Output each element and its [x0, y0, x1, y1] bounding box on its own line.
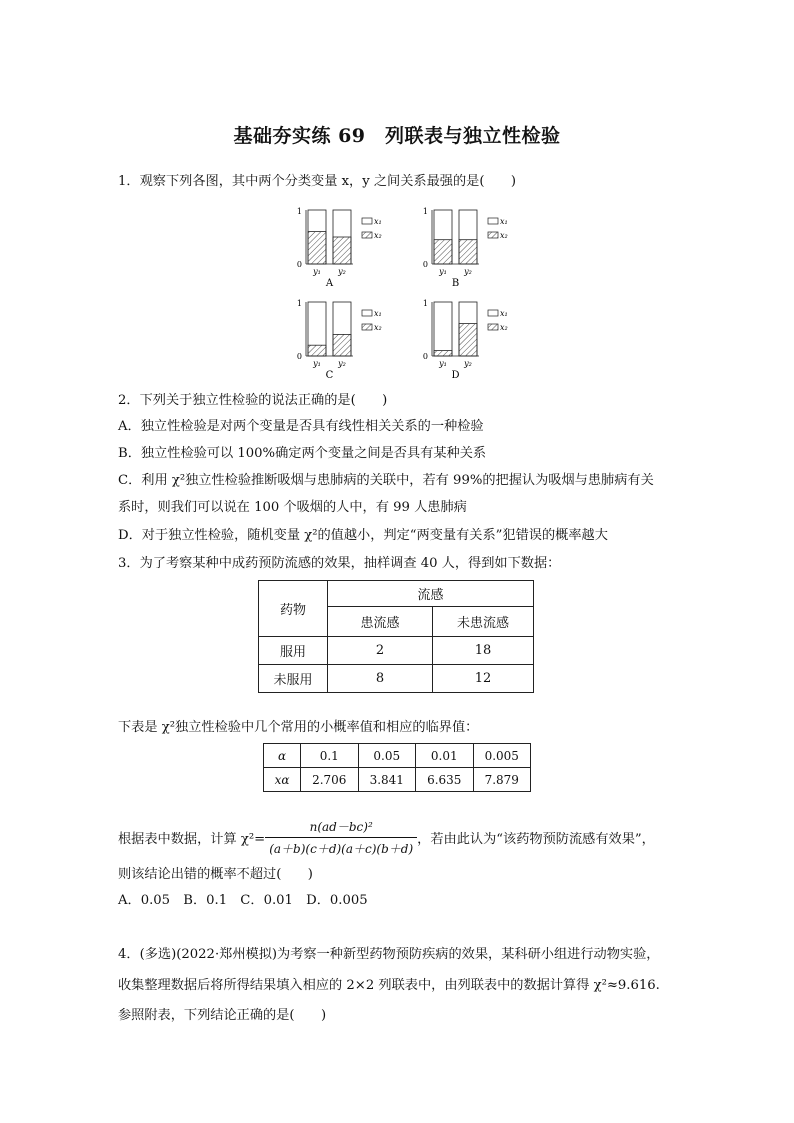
x-tick-label: y₂ — [338, 359, 346, 368]
bar-chart-svg — [412, 204, 524, 290]
alpha-cell: 0.1 — [301, 744, 359, 768]
chart-label: A — [325, 278, 334, 289]
table-row-label: 未服用 — [259, 665, 328, 693]
q3-options: A．0.05 B．0.1 C．0.01 D．0.005 — [118, 893, 368, 908]
chart-a — [286, 204, 398, 290]
legend-label: x₁ — [374, 217, 382, 226]
axis-tick-label: 1 — [422, 207, 428, 216]
bar-chart-svg — [412, 296, 524, 382]
axis-tick-label: 1 — [296, 299, 302, 308]
critical-cell: 6.635 — [416, 768, 474, 792]
q2-option-d: D．对于独立性检验，随机变量 χ²的值越小，判定“两变量有关系”犯错误的概率越大 — [118, 528, 608, 543]
chart-label: D — [451, 370, 460, 381]
axis-tick-label: 0 — [422, 260, 428, 269]
q4-line1: 4．(多选)(2022·郑州模拟)为考察一种新型药物预防疾病的效果，某科研小组进行动物实验， — [118, 947, 660, 962]
q2-option-b: B．独立性检验可以 100%确定两个变量之间是否具有某种关系 — [118, 446, 487, 461]
formula-numerator: n(ad－bc)² — [265, 818, 417, 838]
legend-swatch-x1 — [362, 218, 372, 224]
x-tick-label: y₁ — [439, 267, 447, 276]
x-tick-label: y₂ — [338, 267, 346, 276]
bar-x2-segment — [434, 351, 452, 356]
legend-swatch-x2 — [362, 232, 372, 238]
bar-x2-segment — [459, 240, 477, 264]
bar-x1-segment — [434, 302, 452, 356]
table-cell: 12 — [433, 665, 534, 693]
axis-tick-label: 1 — [296, 207, 302, 216]
bar-chart-svg — [286, 204, 398, 290]
q3-intro: 下表是 χ²独立性检验中几个常用的小概率值和相应的临界值： — [118, 720, 479, 735]
alpha-cell: 0.005 — [473, 744, 531, 768]
bar-x2-segment — [333, 237, 351, 264]
table-col-header: 未患流感 — [433, 607, 534, 637]
legend-swatch-x1 — [488, 218, 498, 224]
table-row — [259, 665, 534, 693]
formula-denominator: (a＋b)(c＋d)(a＋c)(b＋d) — [269, 842, 414, 856]
x-alpha-label: xα — [264, 768, 301, 792]
chart-label: B — [451, 278, 460, 289]
axis-tick-label: 0 — [422, 352, 428, 361]
legend-label: x₂ — [374, 323, 382, 332]
x-tick-label: y₁ — [313, 359, 321, 368]
axis-tick-label: 1 — [422, 299, 428, 308]
table-cell: 2 — [328, 637, 433, 665]
q3-question: 则该结论出错的概率不超过( ) — [118, 867, 313, 882]
q2-option-a: A．独立性检验是对两个变量是否具有线性相关关系的一种检验 — [118, 419, 484, 434]
chi-square-formula — [118, 818, 655, 857]
legend-label: x₂ — [500, 231, 508, 240]
legend-label: x₁ — [500, 309, 508, 318]
critical-cell: 7.879 — [473, 768, 531, 792]
alpha-cell: 0.01 — [416, 744, 474, 768]
x-tick-label: y₂ — [464, 359, 472, 368]
legend-swatch-x2 — [488, 324, 498, 330]
legend-swatch-x1 — [488, 310, 498, 316]
bar-x2-segment — [308, 345, 326, 356]
critical-cell: 2.706 — [301, 768, 359, 792]
bar-x2-segment — [459, 324, 477, 356]
legend-swatch-x1 — [362, 310, 372, 316]
formula-suffix: ，若由此认为“该药物预防流感有效果”， — [417, 832, 655, 847]
table-row-label: 服用 — [259, 637, 328, 665]
q3-stem: 3．为了考察某种中成药预防流感的效果，抽样调查 40 人，得到如下数据： — [118, 556, 561, 571]
table-corner: 药物 — [259, 581, 328, 637]
formula-fraction — [265, 818, 417, 857]
q2-stem: 2．下列关于独立性检验的说法正确的是( ) — [118, 393, 388, 408]
axis-tick-label: 0 — [296, 260, 302, 269]
legend-label: x₁ — [374, 309, 382, 318]
formula-prefix: 根据表中数据，计算 χ²= — [118, 832, 266, 847]
q4-line3: 参照附表，下列结论正确的是( ) — [118, 1008, 327, 1023]
page-title: 基础夯实练 69 列联表与独立性检验 — [233, 125, 561, 147]
table-cell: 8 — [328, 665, 433, 693]
table-row — [259, 637, 534, 665]
x-tick-label: y₁ — [313, 267, 321, 276]
legend-label: x₂ — [500, 323, 508, 332]
critical-cell: 3.841 — [358, 768, 416, 792]
x-tick-label: y₂ — [464, 267, 472, 276]
chart-b — [412, 204, 524, 290]
legend-swatch-x2 — [362, 324, 372, 330]
table-cell: 18 — [433, 637, 534, 665]
q2-option-c-line1: C．利用 χ²独立性检验推断吸烟与患肺病的关联中，若有 99%的把握认为吸烟与患肺病有关 — [118, 473, 654, 488]
bar-x2-segment — [308, 232, 326, 264]
q4-line2: 收集整理数据后将所得结果填入相应的 2×2 列联表中，由列联表中的数据计算得 χ²≈9.616. — [118, 978, 660, 993]
bar-chart-svg — [286, 296, 398, 382]
x-tick-label: y₁ — [439, 359, 447, 368]
alpha-cell: 0.05 — [358, 744, 416, 768]
chart-label: C — [325, 370, 334, 381]
legend-label: x₂ — [374, 231, 382, 240]
chart-c — [286, 296, 398, 382]
table-col-header: 患流感 — [328, 607, 433, 637]
bar-x2-segment — [333, 334, 351, 356]
flu-table — [258, 580, 534, 693]
q2-option-c-line2: 系时，则我们可以说在 100 个吸烟的人中，有 99 人患肺病 — [118, 500, 467, 515]
q1-stem: 1．观察下列各图，其中两个分类变量 x，y 之间关系最强的是( ) — [118, 174, 517, 189]
axis-tick-label: 0 — [296, 352, 302, 361]
legend-label: x₁ — [500, 217, 508, 226]
chart-d — [412, 296, 524, 382]
bar-x2-segment — [434, 240, 452, 264]
critical-value-table — [263, 743, 531, 792]
legend-swatch-x2 — [488, 232, 498, 238]
alpha-label: α — [264, 744, 301, 768]
table-group-header: 流感 — [328, 581, 534, 607]
